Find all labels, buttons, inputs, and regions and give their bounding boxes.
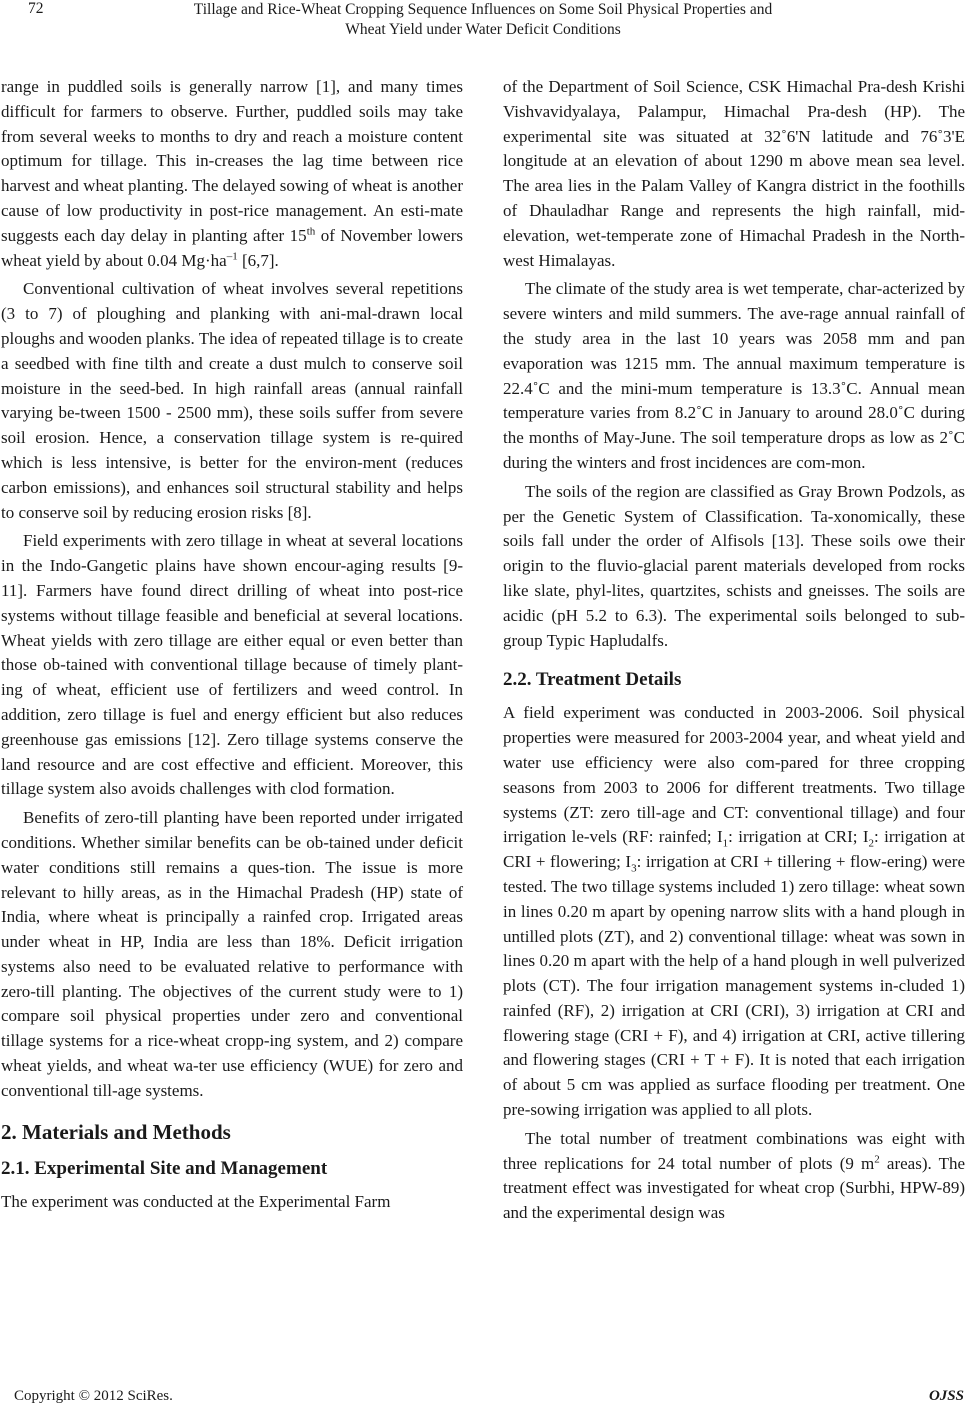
paragraph: Conventional cultivation of wheat involves several repetitions (3 to 7) of ploughing and planking with ani-mal-drawn local ploughs and wooden planks. The idea of repeated tillage is to create a seedbed with fine tilth and create a dust mulch to conserve soil moisture in the seed-bed. In high rainfall areas (annual rainfall varying be-tween 1500 - 2500 mm), these soils suffer from severe soil erosion. Hence, a conservation tillage system is re-quired which is less intensive, is better for the environ-ment (reduces carbon emissions), and enhances soil structural stability and helps to conserve soil by reducing erosion risks [8]. [1, 279, 463, 522]
running-head-line-2: Wheat Yield under Water Deficit Conditions [345, 21, 621, 38]
section-heading: 2. Materials and Methods [1, 1119, 231, 1144]
subsection-heading: 2.2. Treatment Details [503, 669, 682, 691]
page-number: 72 [28, 0, 44, 17]
paragraph: The total number of treatment combinations was eight with three replications for 24 total number of plots (9 $m^2$ areas). The treatment effect was investigated for wheat crop (Surbhi, HPW-89) and the experimental design was [503, 1128, 966, 1223]
paragraph: range in puddled soils is generally narrow [1], and many times difficult for farmers to observe. Further, puddled soils may take from several weeks to months to dry and reach a moisture content optimum for tillage. This in-creases the lag time between rice harvest and wheat planting. The delayed sowing of wheat is another cause of low productivity in post-rice management. An esti-mate suggests each day delay in planting after 15th of November lowers wheat yield by about 0.04 $Mg\cdot ha^{-1}$ [6,7]. [1, 77, 463, 270]
paragraph: A field experiment was conducted in 2003-2006. Soil physical properties were measured for 2003-2004 year, and wheat yield and water use efficiency were also com-pared for three cropping seasons from 2003 to 2006 for different treatments. Two tillage systems (ZT: zero till-age and CT: conventional tillage) and four irrigation le-vels (RF: rainfed; $I_1$: irrigation at CRI; $I_2$: irrigation at CRI + flowering; $I_3$: irrigation at CRI + tillering + flow-ering) were tested. The two tillage systems included 1) zero tillage: wheat sown in lines 0.20 m apart by opening narrow slits with a hand plough in untilled plots (ZT), and 2) conventional tillage: wheat was sown in lines 0.20 m apart with the help of a hand plough in well pulverized plots (CT). The four irrigation management systems in-cluded 1) rainfed (RF), 2) irrigation at CRI (CRI), 3) irrigation at CRI and flowering stage (CRI + F), and 4) irrigation at CRI, active tillering and flowering stages (CRI + T + F). It is noted that each irrigation of about 5 cm was applied as surface flooding per treatment. One pre-sowing irrigation was applied to all plots. [503, 703, 966, 1120]
right-column [503, 75, 965, 1226]
subsection-heading: 2.1. Experimental Site and Management [1, 1157, 328, 1179]
paragraph: The soils of the region are classified as Gray Brown Podzols, as per the Genetic System of Classification. Ta-xonomically, these soils fall under the order of Alfisols [13]. These soils owe their origin to the fluvio-glacial parent materials developed from rocks like slate, phyl-lites, quartzites, schists and gneisses. The soils are acidic (pH 5.2 to 6.3). The experimental soils belonged to sub-group Typic Hapludalfs. [503, 481, 965, 650]
paragraph: Benefits of zero-till planting have been reported under irrigated conditions. Whether similar benefits can be ob-tained under deficit water conditions still remains a ques-tion. The issue is more relevant to hilly areas, as in the Himachal Pradesh (HP) state of India, where wheat is principally a rainfed crop. Irrigated areas under wheat in HP, India are less than 18%. Deficit irrigation systems also need to be evaluated relative to performance with zero-till planting. The objectives of the current study were to 1) compare soil physical properties under zero and conventional tillage systems for a rice-wheat cropp-ing system, and 2) compare wheat yields, and wheat wa-ter use efficiency (WUE) for zero and conventional till-age systems. [1, 808, 463, 1100]
running-head-line-1: Tillage and Rice-Wheat Cropping Sequence Influences on Some Soil Physical Properties and [193, 1, 773, 18]
paragraph: Field experiments with zero tillage in wheat at several locations in the Indo-Gangetic plains have shown encour-aging results [9-11]. Farmers have found direct drilling of wheat into post-rice systems without tillage feasible and beneficial at several locations. Wheat yields with zero tillage are either equal or even better than those ob-tained with conventional tillage because of timely plant-ing of wheat, efficient use of fertilizers and weed control. In addition, zero tillage is fuel and energy efficient but also reduces greenhouse gas emissions [12]. Zero tillage systems conserve the land resource and are cost effective and efficient. Moreover, this tillage system also avoids challenges with clod formation. [1, 531, 463, 799]
left-column [1, 75, 463, 1214]
footer-journal: OJSS [928, 1388, 964, 1404]
paragraph: The experiment was conducted at the Experimental Farm [1, 1191, 391, 1211]
paragraph: The climate of the study area is wet temperate, char-acterized by severe winters and mild summers. The ave-rage annual rainfall of the study area in the last 10 years was 2058 mm and pan evaporation was 1215 mm. The annual maximum temperature is 22.4˚C and the mini-mum temperature is 13.3˚C. Annual mean temperature varies from 8.2˚C in January to around 28.0˚C during the months of May-June. The soil temperature drops as low as 2˚C during the winters and frost incidences are com-mon. [503, 279, 965, 472]
running-head [0, 0, 966, 40]
paragraph: of the Department of Soil Science, CSK Himachal Pra-desh Krishi Vishvavidyalaya, Palampur, Himachal Pra-desh (HP). The experimental site was situated at 32˚6'N latitude and 76˚3'E longitude at an elevation of about 1290 m above mean sea level. The area lies in the Palam Valley of Kangra district in the foothills of Dhauladhar Range and represents the high rainfall, mid-elevation, wet-temperate zone of Himachal Pradesh in the North-west Himalayas. [503, 77, 965, 270]
footer-copyright: Copyright © 2012 SciRes. [14, 1388, 173, 1404]
